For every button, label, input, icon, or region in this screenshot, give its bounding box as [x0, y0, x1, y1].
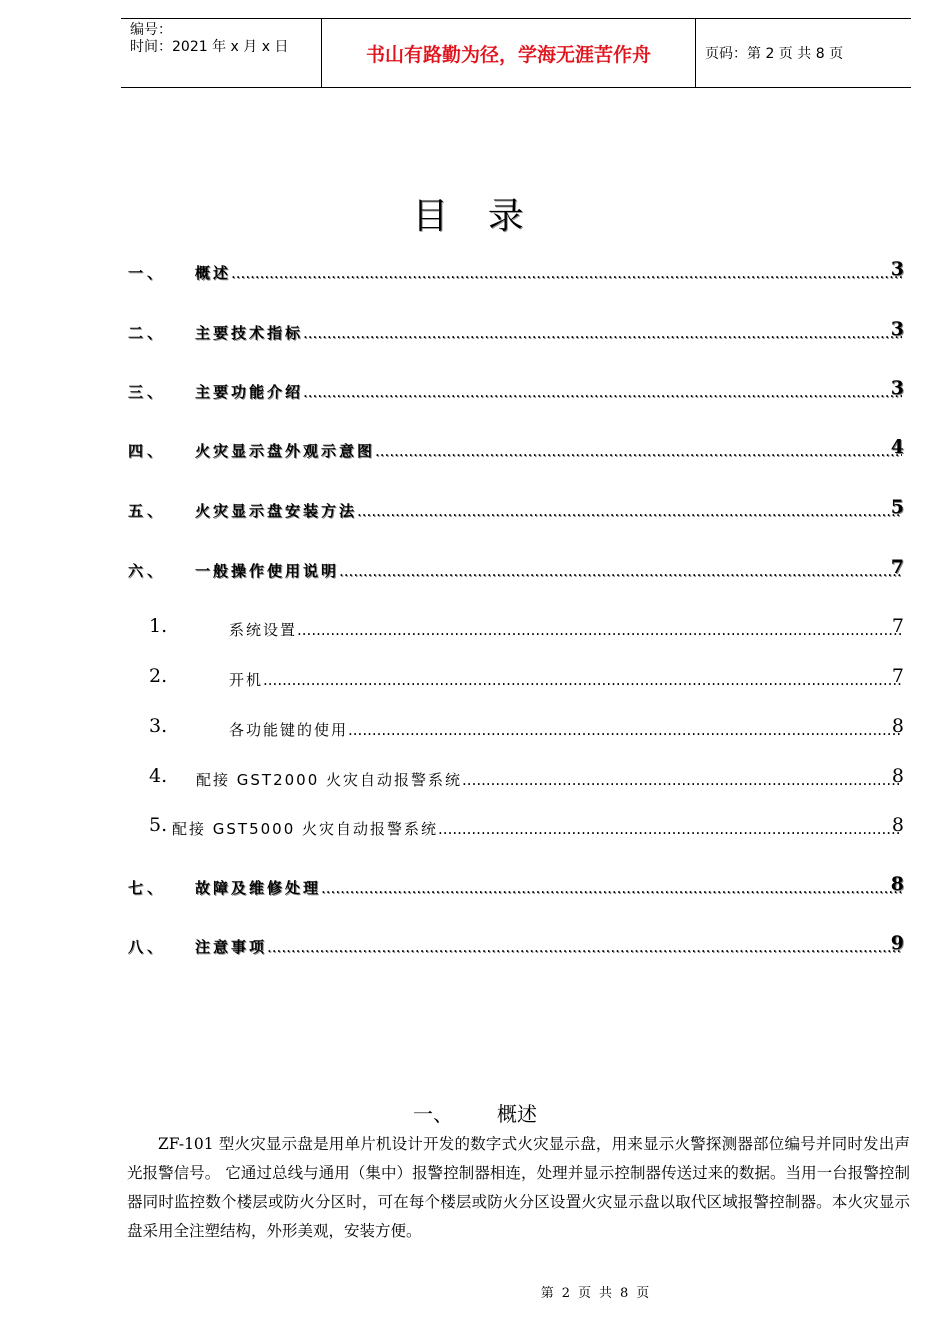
toc-entry-number: 四、 [128, 442, 167, 460]
toc-entry-page: 8 [890, 873, 904, 895]
section-number: 一、 [413, 1102, 453, 1126]
toc-leader [303, 383, 902, 401]
toc-entry-page: 9 [890, 932, 904, 954]
toc-entry[interactable] [0, 377, 950, 405]
toc-leader [297, 621, 902, 639]
toc-subentry-text: 配接 GST5000 火灾自动报警系统 [172, 820, 439, 838]
toc-entry[interactable] [0, 496, 950, 524]
page-header [121, 18, 911, 88]
toc-subentry-number: 4. [149, 765, 168, 787]
toc-subentry-page: 8 [891, 765, 904, 787]
footer-page-unit: 页 [577, 1286, 591, 1301]
toc-entry-text: 注意事项 [195, 938, 268, 956]
toc-entry[interactable] [0, 258, 950, 286]
toc-entry-number: 七、 [128, 879, 167, 897]
toc-subentry[interactable] [0, 615, 950, 643]
toc-subentry-number: 1. [149, 615, 168, 637]
toc-entry-page: 3 [890, 258, 904, 280]
toc-entry-number: 三、 [128, 383, 167, 401]
toc-entry[interactable] [0, 436, 950, 464]
toc-leader [348, 721, 902, 739]
section-heading [0, 1098, 950, 1127]
toc-entry-text: 故障及维修处理 [195, 879, 322, 897]
toc-leader [462, 771, 902, 789]
toc-entry[interactable] [0, 873, 950, 901]
toc-entry-page: 7 [890, 556, 904, 578]
toc-subentry-number: 3. [149, 715, 168, 737]
footer-total-label: 共 [599, 1286, 613, 1301]
toc-entry-page: 3 [890, 377, 904, 399]
toc-subentry-page: 8 [891, 715, 904, 737]
footer-page-number: 2 [561, 1286, 570, 1301]
time-label: 时间：2021 年 x 月 x 日 [130, 39, 289, 55]
toc-entry-text: 火灾显示盘外观示意图 [195, 442, 376, 460]
toc-entry-number: 五、 [128, 502, 167, 520]
toc-entry-text: 主要功能介绍 [195, 383, 304, 401]
header-motto: 书山有路勤为径，学海无涯苦作舟 [322, 19, 696, 87]
header-meta [121, 19, 322, 87]
toc-entry-text: 主要技术指标 [195, 324, 304, 342]
footer-total-number: 8 [620, 1286, 629, 1301]
toc-entry-number: 一、 [128, 264, 167, 282]
toc-entry-number: 六、 [128, 562, 167, 580]
toc-subentry-page: 7 [891, 615, 904, 637]
toc-subentry-text: 系统设置 [229, 621, 298, 639]
page-footer [0, 1282, 950, 1301]
toc-entry[interactable] [0, 932, 950, 960]
toc-subentry[interactable] [0, 665, 950, 693]
toc-entry-text: 一般操作使用说明 [195, 562, 340, 580]
header-page-info: 页码：第 2 页 共 8 页 [705, 46, 844, 62]
toc-entry-page: 5 [890, 496, 904, 518]
toc-subentry[interactable] [0, 814, 950, 842]
toc-title: 目 录 [412, 196, 538, 237]
toc-leader [231, 264, 902, 282]
toc-entry-number: 八、 [128, 938, 167, 956]
toc-leader [375, 442, 902, 460]
toc-leader [438, 820, 902, 838]
toc-entry-page: 4 [890, 436, 904, 458]
toc-subentry-text: 配接 GST2000 火灾自动报警系统 [196, 771, 463, 789]
toc-leader [303, 324, 902, 342]
footer-page-label: 第 [540, 1286, 554, 1301]
toc-leader [357, 502, 902, 520]
toc-entry-page: 3 [890, 318, 904, 340]
toc-leader [267, 938, 902, 956]
toc-entry[interactable] [0, 556, 950, 584]
toc-subentry[interactable] [0, 765, 950, 793]
section-title: 概述 [497, 1102, 537, 1126]
toc-entry[interactable] [0, 318, 950, 346]
toc-entry-text: 概述 [195, 264, 232, 282]
toc-subentry-number: 5. [149, 814, 168, 836]
toc-subentry-text: 开机 [229, 671, 264, 689]
toc-subentry-number: 2. [149, 665, 168, 687]
toc-entry-number: 二、 [128, 324, 167, 342]
toc-leader [339, 562, 902, 580]
body-paragraph: ZF-101 型火灾显示盘是用单片机设计开发的数字式火灾显示盘，用来显示火警探测器部位编号并同时发出声光报警信号。 它通过总线与通用（集中）报警控制器相连，处理并显示控制器传送过来的数据。当用一台报警控制器同时监控数个楼层或防火分区时，可在每个楼层或防火分区设置火灾显示盘以取代区域报警控制器。本火灾显示盘采用全注塑结构，外形美观，安装方便。 [127, 1135, 910, 1240]
toc-leader [321, 879, 902, 897]
toc-subentry-page: 8 [891, 814, 904, 836]
code-label: 编号： [130, 22, 172, 38]
toc-subentry-text: 各功能键的使用 [229, 721, 349, 739]
toc-subentry[interactable] [0, 715, 950, 743]
toc-leader [263, 671, 902, 689]
toc-entry-text: 火灾显示盘安装方法 [195, 502, 358, 520]
toc-subentry-page: 7 [891, 665, 904, 687]
footer-total-unit: 页 [636, 1286, 650, 1301]
